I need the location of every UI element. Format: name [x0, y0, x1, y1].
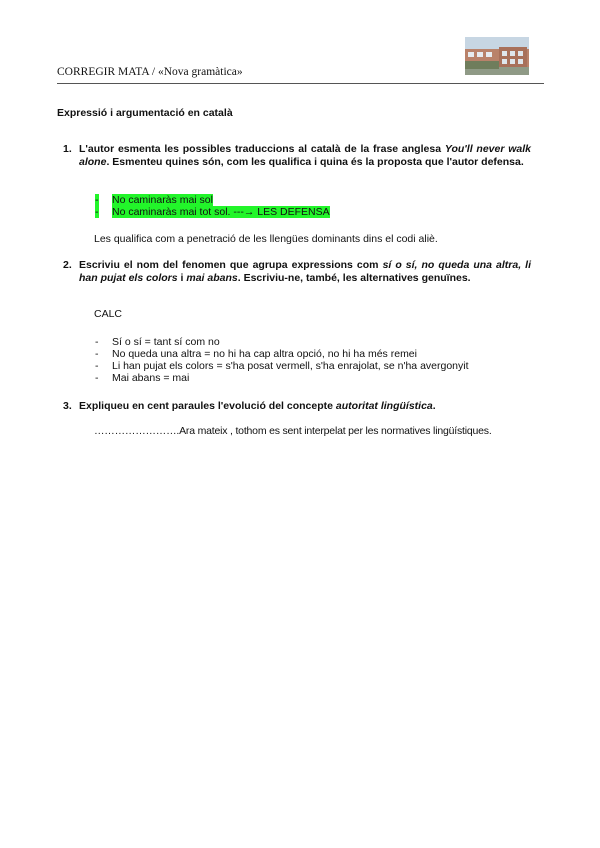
- question-2: [63, 259, 531, 285]
- question-text: L'autor esmenta les possibles traduccions al català de la frase anglesa: [79, 143, 445, 155]
- building-photo-icon: [465, 37, 529, 75]
- question-number: 3.: [63, 400, 72, 412]
- bullet: -: [95, 372, 99, 384]
- answer3-text: Ara mateix , tothom es sent interpelat per les normatives lingüístiques.: [179, 425, 492, 437]
- list-item-text: No caminaràs mai sol: [112, 194, 213, 206]
- question-text: . Escriviu-ne, també, les alternatives genuïnes.: [237, 272, 471, 284]
- header-subtitle: «Nova gramàtica»: [158, 66, 243, 78]
- question-number: 1.: [63, 143, 72, 155]
- question-text: . Esmenteu quines són, com les qualifica i quina és la proposta que l'autor defensa.: [106, 156, 524, 168]
- bullet: -: [95, 336, 99, 348]
- question-text: Escriviu el nom del fenomen que agrupa expressions com: [79, 259, 383, 271]
- list-item-text: No caminaràs mai tot sol. ---→ LES DEFENSA: [112, 206, 330, 218]
- header-course: CORREGIR MATA /: [57, 66, 156, 78]
- answer2-label: CALC: [94, 308, 123, 320]
- bullet: -: [95, 348, 99, 360]
- list-item-text: Sí o sí = tant sí com no: [112, 336, 220, 348]
- question-quote: autoritat lingüística: [335, 400, 433, 412]
- bullet: -: [95, 194, 99, 206]
- header-divider: [57, 83, 544, 84]
- question-text: .: [432, 400, 436, 412]
- question-quote: You'll never walk alone: [79, 143, 531, 168]
- list-item-text: Mai abans = mai: [112, 372, 190, 384]
- question-quote: mai abans: [186, 272, 238, 284]
- question-number: 2.: [63, 259, 72, 271]
- answer3: [94, 425, 492, 437]
- list-item-text: No queda una altra = no hi ha cap altra opció, no hi ha més remei: [112, 348, 417, 360]
- list-item-text: Li han pujat els colors = s'ha posat vermell, s'ha enrajolat, se n'ha avergonyit: [112, 360, 469, 372]
- answer1-comment: Les qualifica com a penetració de les llengües dominants dins el codi aliè.: [94, 233, 438, 245]
- document-header: [57, 66, 243, 78]
- bullet: -: [95, 206, 99, 218]
- question-text: Expliqueu en cent paraules l'evolució del concepte: [79, 400, 336, 412]
- question-1: [63, 143, 531, 169]
- bullet: -: [95, 360, 99, 372]
- question-quote: sí o sí, no queda una altra, li han pujat els colors: [79, 259, 531, 284]
- answer3-dots: …………………….: [94, 425, 180, 437]
- question-3: [63, 400, 531, 413]
- question-text: i: [177, 272, 187, 284]
- section-title: Expressió i argumentació en català: [57, 107, 233, 119]
